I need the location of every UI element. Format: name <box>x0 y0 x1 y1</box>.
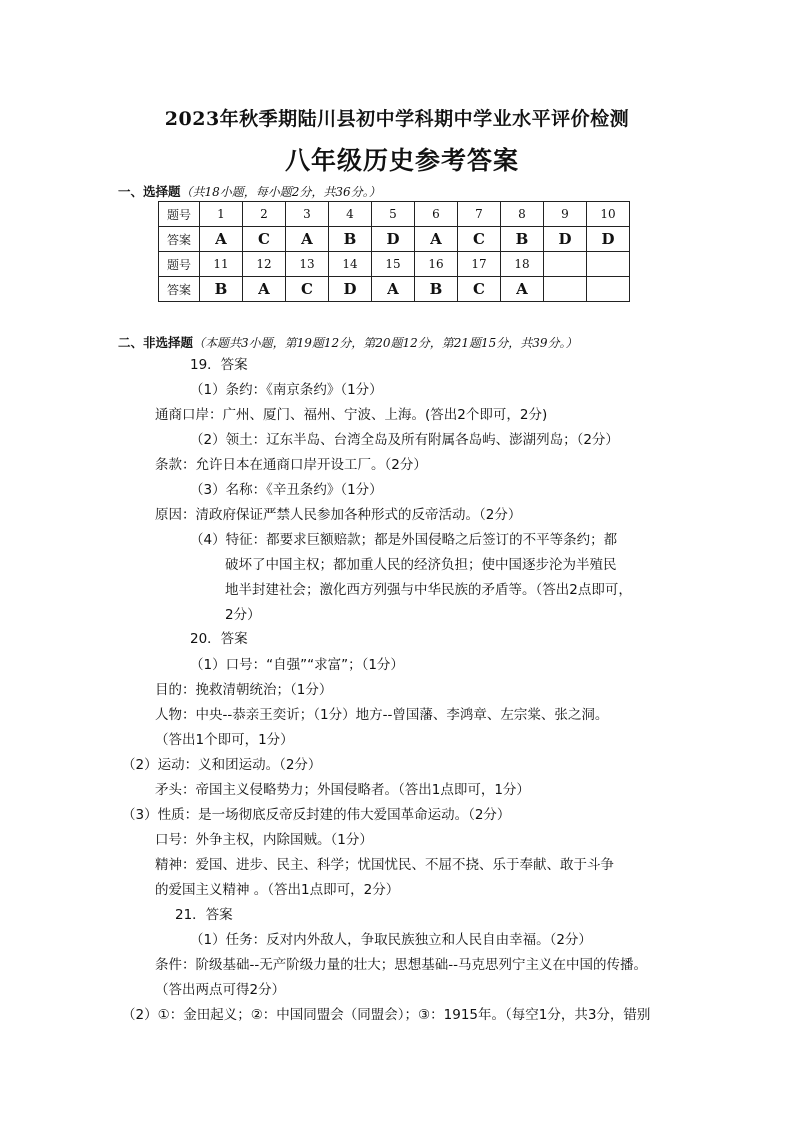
q19-heading: 19．答案 <box>190 357 248 373</box>
section1-label: 一、选择题 <box>118 184 181 199</box>
answer-line: 2分） <box>225 607 261 623</box>
answer-line: 通商口岸：广州、厦门、福州、宁波、上海。(答出2个即可，2分) <box>155 407 548 423</box>
question-number-cell: 6 <box>415 202 458 227</box>
answer-cell: D <box>329 277 372 302</box>
question-number-cell <box>544 252 587 277</box>
question-number-cell: 15 <box>372 252 415 277</box>
answer-cell: B <box>200 277 243 302</box>
answer-table-row <box>159 227 630 252</box>
answer-line: （答出两点可得2分） <box>155 982 286 998</box>
answer-cell: B <box>329 227 372 252</box>
answer-line: 人物：中央--恭亲王奕䜣；（1分）地方--曾国藩、李鸿章、左宗棠、张之洞。 <box>155 707 609 723</box>
question-number-cell: 16 <box>415 252 458 277</box>
question-number-cell: 7 <box>458 202 501 227</box>
answer-key-title: 八年级历史参考答案 <box>284 146 519 175</box>
answer-cell <box>587 277 630 302</box>
answer-line: （1）条约：《南京条约》（1分） <box>190 382 383 398</box>
question-number-cell: 4 <box>329 202 372 227</box>
answer-cell: C <box>458 227 501 252</box>
answer-cell: A <box>200 227 243 252</box>
answer-line: （2）运动：义和团运动。（2分） <box>122 757 322 773</box>
question-number-cell: 1 <box>200 202 243 227</box>
answer-cell: B <box>415 277 458 302</box>
row-header-cell: 答案 <box>159 227 200 252</box>
answer-line: 目的：挽救清朝统治；（1分） <box>155 682 333 698</box>
answer-cell: D <box>587 227 630 252</box>
answer-line: 口号：外争主权，内除国贼。（1分） <box>155 832 373 848</box>
answer-cell: B <box>501 227 544 252</box>
answer-line: （答出1个即可，1分） <box>155 732 294 748</box>
answer-table <box>158 201 630 302</box>
answer-line: （2）①：金田起义；②：中国同盟会（同盟会）；③：1915年。（每空1分，共3分，错别 <box>122 1007 651 1023</box>
answer-table-row <box>159 277 630 302</box>
q20-heading: 20．答案 <box>190 631 248 647</box>
exam-title: 2023年秋季期陆川县初中学科期中学业水平评价检测 <box>164 108 630 130</box>
answer-line: 条件：阶级基础--无产阶级力量的壮大；思想基础--马克思列宁主义在中国的传播。 <box>155 957 647 973</box>
answer-line: 矛头：帝国主义侵略势力；外国侵略者。（答出1点即可，1分） <box>155 782 530 798</box>
answer-line: 原因：清政府保证严禁人民参加各种形式的反帝活动。（2分） <box>155 507 522 523</box>
question-number-cell: 10 <box>587 202 630 227</box>
answer-line: 精神：爱国、进步、民主、科学；忧国忧民、不屈不挠、乐于奉献、敢于斗争 <box>155 857 614 873</box>
question-number-cell: 5 <box>372 202 415 227</box>
answer-line: （3）名称：《辛丑条约》（1分） <box>190 482 383 498</box>
row-header-cell: 题号 <box>159 202 200 227</box>
answer-cell: A <box>501 277 544 302</box>
answer-cell: C <box>286 277 329 302</box>
answer-cell: D <box>544 227 587 252</box>
question-number-cell: 2 <box>243 202 286 227</box>
answer-line: （1）口号：“自强”“求富”；（1分） <box>190 657 404 673</box>
section2-heading <box>118 333 578 351</box>
section1-heading <box>118 182 381 200</box>
answer-line: 破坏了中国主权；都加重人民的经济负担；使中国逐步沦为半殖民 <box>225 557 617 573</box>
question-number-cell: 13 <box>286 252 329 277</box>
answer-line: （2）领土：辽东半岛、台湾全岛及所有附属各岛屿、澎湖列岛；（2分） <box>190 432 619 448</box>
answer-line: （1）任务：反对内外敌人，争取民族独立和人民自由幸福。（2分） <box>190 932 592 948</box>
question-number-cell: 18 <box>501 252 544 277</box>
question-number-cell <box>587 252 630 277</box>
question-number-cell: 11 <box>200 252 243 277</box>
section1-note: （共18小题，每小题2分，共36分。） <box>180 185 381 199</box>
row-header-cell: 题号 <box>159 252 200 277</box>
q21-heading: 21．答案 <box>175 907 233 923</box>
row-header-cell: 答案 <box>159 277 200 302</box>
answer-table-row <box>159 202 630 227</box>
section2-note: （本题共3小题，第19题12分，第20题12分，第21题15分，共39分。） <box>193 336 578 350</box>
answer-cell: C <box>243 227 286 252</box>
question-number-cell: 17 <box>458 252 501 277</box>
question-number-cell: 12 <box>243 252 286 277</box>
answer-cell: A <box>415 227 458 252</box>
question-number-cell: 3 <box>286 202 329 227</box>
answer-cell <box>544 277 587 302</box>
answer-table-row <box>159 252 630 277</box>
answer-cell: C <box>458 277 501 302</box>
answer-line: 地半封建社会；激化西方列强与中华民族的矛盾等。（答出2点即可， <box>225 582 632 598</box>
answer-cell: D <box>372 227 415 252</box>
answer-line: 的爱国主义精神 。（答出1点即可，2分） <box>155 882 400 898</box>
answer-cell: A <box>286 227 329 252</box>
question-number-cell: 9 <box>544 202 587 227</box>
answer-cell: A <box>372 277 415 302</box>
answer-line: 条款：允许日本在通商口岸开设工厂。（2分） <box>155 457 427 473</box>
answer-cell: A <box>243 277 286 302</box>
section2-label: 二、非选择题 <box>118 335 194 350</box>
question-number-cell: 14 <box>329 252 372 277</box>
answer-line: （3）性质：是一场彻底反帝反封建的伟大爱国革命运动。（2分） <box>122 807 511 823</box>
answer-line: （4）特征：都要求巨额赔款；都是外国侵略之后签订的不平等条约；都 <box>190 532 618 548</box>
question-number-cell: 8 <box>501 202 544 227</box>
